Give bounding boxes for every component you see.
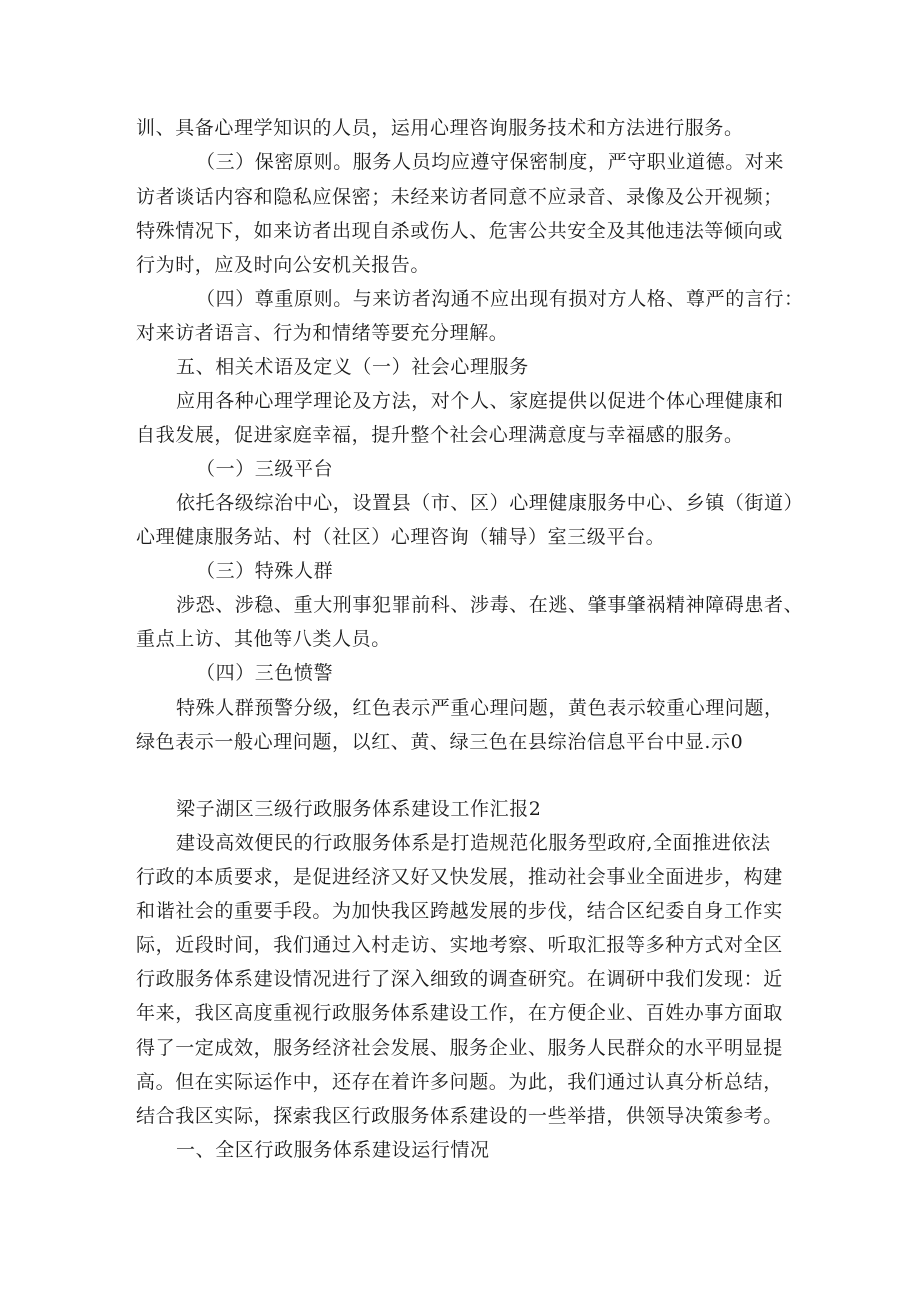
- body-text-line: 特殊情况下，如来访者出现自杀或伤人、危害公共安全及其他违法等倾向或: [136, 220, 783, 242]
- body-text-line: 高。但在实际运作中，还存在着许多问题。为此，我们通过认真分析总结，: [136, 1071, 783, 1093]
- body-text-line: 行政的本质要求，是促进经济又好又快发展，推动社会事业全面进步，构建: [136, 866, 783, 888]
- subheading-three-level-platform: （一）三级平台: [196, 458, 334, 480]
- body-text-line: 训、具备心理学知识的人员，运用心理咨询服务技术和方法进行服务。: [136, 117, 744, 139]
- body-text-line: 建设高效便民的行政服务体系是打造规范化服务型政府,全面推进依法: [176, 832, 771, 854]
- subheading-special-groups: （三）特殊人群: [196, 560, 334, 582]
- body-text-line: 依托各级综治中心，设置县（市、区）心理健康服务中心、乡镇（街道）: [176, 492, 804, 514]
- paragraph-heading-confidentiality: （三）保密原则。服务人员均应遵守保密制度，严守职业道德。对来: [196, 151, 785, 173]
- paragraph-heading-respect: （四）尊重原则。与来访者沟通不应出现有损对方人格、尊严的言行：: [196, 288, 804, 310]
- body-text-line: 自我发展，促进家庭幸福，提升整个社会心理满意度与幸福感的服务。: [136, 424, 744, 446]
- section-heading-terms: 五、相关术语及定义（一）社会心理服务: [176, 356, 529, 378]
- body-text-line: 重点上访、其他等八类人员。: [136, 628, 391, 650]
- body-text-line: 对来访者语言、行为和情绪等要充分理解。: [136, 322, 509, 344]
- body-text-line: 结合我区实际，探索我区行政服务体系建设的一些举措，供领导决策参考。: [136, 1105, 783, 1127]
- body-text-line: 际，近段时间，我们通过入村走访、实地考察、听取汇报等多种方式对全区: [136, 934, 783, 956]
- body-text-line: 访者谈话内容和隐私应保密；未经来访者同意不应录音、录像及公开视频；: [136, 186, 783, 208]
- body-text-line: 行为时，应及时向公安机关报告。: [136, 254, 431, 276]
- body-text-line: 得了一定成效，服务经济社会发展、服务企业、服务人民群众的水平明显提: [136, 1037, 783, 1059]
- body-text-line: 心理健康服务站、村（社区）心理咨询（辅导）室三级平台。: [136, 526, 666, 548]
- body-text-line: 和谐社会的重要手段。为加快我区跨越发展的步伐，结合区纪委自身工作实: [136, 900, 783, 922]
- subheading-three-color-warning: （四）三色愤警: [196, 662, 334, 684]
- body-text-line: 涉恐、涉稳、重大刑事犯罪前科、涉毒、在逃、肇事肇祸精神障碍患者、: [176, 594, 804, 616]
- section-heading-operation: 一、全区行政服务体系建设运行情况: [176, 1139, 490, 1161]
- body-text-line: 绿色表示一般心理问题，以红、黄、绿三色在县综治信息平台中显.示0: [136, 731, 744, 753]
- body-text-line: 年来，我区高度重视行政服务体系建设工作，在方便企业、百姓办事方面取: [136, 1002, 783, 1024]
- body-text-line: 特殊人群预警分级，红色表示严重心理问题，黄色表示较重心理问题，: [176, 697, 784, 719]
- body-text-line: 应用各种心理学理论及方法，对个人、家庭提供以促进个体心理健康和: [176, 390, 784, 412]
- report-title: 梁子湖区三级行政服务体系建设工作汇报2: [176, 798, 542, 820]
- body-text-line: 行政服务体系建设情况进行了深入细致的调查研究。在调研中我们发现：近: [136, 968, 783, 990]
